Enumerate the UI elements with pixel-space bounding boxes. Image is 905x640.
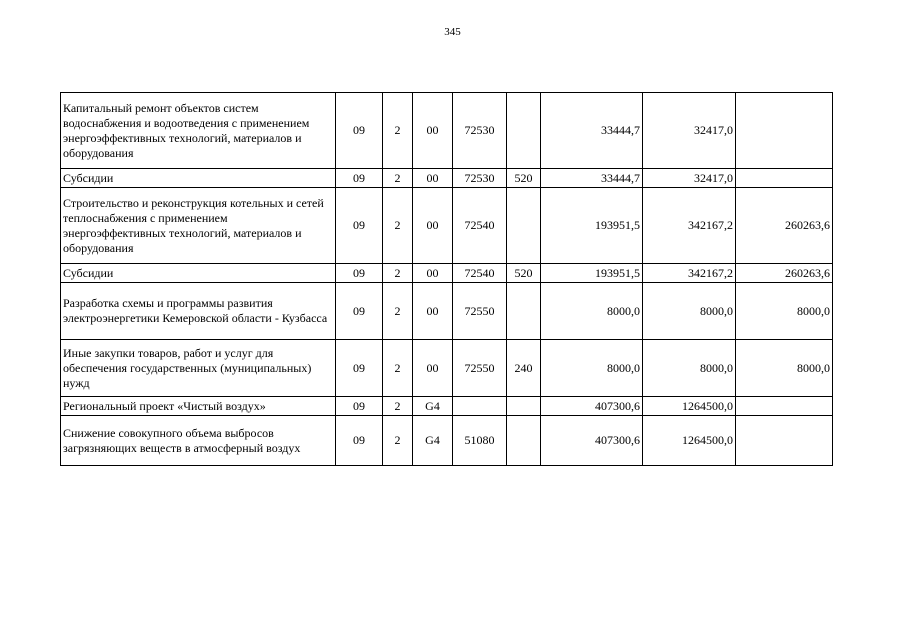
subprogram-code-cell: G4 [413, 397, 453, 416]
subprogram-code-cell: 00 [413, 169, 453, 188]
expense-type-code-cell: 520 [507, 264, 541, 283]
row-name-cell: Снижение совокупного объема выбросов загрязняющих веществ в атмосферный воздух [61, 416, 336, 466]
direction-code-cell: 72530 [453, 93, 507, 169]
section-code-cell: 09 [336, 264, 383, 283]
amount-year2-cell: 1264500,0 [643, 397, 736, 416]
row-name-cell: Капитальный ремонт объектов систем водоснабжения и водоотведения с применением энергоэффективных технологий, материалов и оборудования [61, 93, 336, 169]
amount-year3-cell [736, 93, 833, 169]
subprogram-code-cell: 00 [413, 283, 453, 340]
amount-year1-cell: 193951,5 [541, 188, 643, 264]
row-name-cell: Строительство и реконструкция котельных и сетей теплоснабжения с применением энергоэффективных технологий, материалов и оборудования [61, 188, 336, 264]
direction-code-cell: 72540 [453, 264, 507, 283]
section-code-cell: 09 [336, 93, 383, 169]
row-name-cell: Разработка схемы и программы развития электроэнергетики Кемеровской области - Кузбасса [61, 283, 336, 340]
amount-year2-cell: 342167,2 [643, 188, 736, 264]
amount-year2-cell: 8000,0 [643, 283, 736, 340]
amount-year3-cell: 260263,6 [736, 264, 833, 283]
amount-year1-cell: 33444,7 [541, 169, 643, 188]
amount-year1-cell: 407300,6 [541, 416, 643, 466]
expense-type-code-cell [507, 397, 541, 416]
amount-year3-cell [736, 416, 833, 466]
section-code-cell: 09 [336, 283, 383, 340]
amount-year3-cell: 8000,0 [736, 340, 833, 397]
row-name-cell: Субсидии [61, 264, 336, 283]
amount-year1-cell: 193951,5 [541, 264, 643, 283]
amount-year3-cell: 260263,6 [736, 188, 833, 264]
section-code-cell: 09 [336, 169, 383, 188]
amount-year2-cell: 1264500,0 [643, 416, 736, 466]
subprogram-code-cell: 00 [413, 93, 453, 169]
amount-year2-cell: 8000,0 [643, 340, 736, 397]
row-name-cell: Субсидии [61, 169, 336, 188]
program-code-cell: 2 [383, 264, 413, 283]
page-number: 345 [444, 26, 461, 38]
expense-type-code-cell [507, 188, 541, 264]
direction-code-cell [453, 397, 507, 416]
amount-year3-cell [736, 397, 833, 416]
subprogram-code-cell: 00 [413, 188, 453, 264]
amount-year2-cell: 32417,0 [643, 169, 736, 188]
budget-table [60, 92, 833, 466]
table-row [61, 264, 833, 283]
direction-code-cell: 72550 [453, 340, 507, 397]
amount-year1-cell: 33444,7 [541, 93, 643, 169]
expense-type-code-cell [507, 416, 541, 466]
amount-year1-cell: 8000,0 [541, 283, 643, 340]
amount-year3-cell: 8000,0 [736, 283, 833, 340]
table-row [61, 397, 833, 416]
table-row [61, 169, 833, 188]
amount-year3-cell [736, 169, 833, 188]
amount-year2-cell: 32417,0 [643, 93, 736, 169]
expense-type-code-cell [507, 283, 541, 340]
amount-year2-cell: 342167,2 [643, 264, 736, 283]
program-code-cell: 2 [383, 340, 413, 397]
subprogram-code-cell: 00 [413, 340, 453, 397]
row-name-cell: Иные закупки товаров, работ и услуг для обеспечения государственных (муниципальных) нужд [61, 340, 336, 397]
program-code-cell: 2 [383, 169, 413, 188]
table-row [61, 340, 833, 397]
section-code-cell: 09 [336, 188, 383, 264]
expense-type-code-cell: 520 [507, 169, 541, 188]
direction-code-cell: 72550 [453, 283, 507, 340]
direction-code-cell: 51080 [453, 416, 507, 466]
amount-year1-cell: 407300,6 [541, 397, 643, 416]
program-code-cell: 2 [383, 397, 413, 416]
table-row [61, 188, 833, 264]
expense-type-code-cell [507, 93, 541, 169]
program-code-cell: 2 [383, 188, 413, 264]
section-code-cell: 09 [336, 340, 383, 397]
table-row [61, 93, 833, 169]
section-code-cell: 09 [336, 416, 383, 466]
table-row [61, 283, 833, 340]
direction-code-cell: 72540 [453, 188, 507, 264]
row-name-cell: Региональный проект «Чистый воздух» [61, 397, 336, 416]
table-row [61, 416, 833, 466]
amount-year1-cell: 8000,0 [541, 340, 643, 397]
section-code-cell: 09 [336, 397, 383, 416]
subprogram-code-cell: G4 [413, 416, 453, 466]
program-code-cell: 2 [383, 416, 413, 466]
subprogram-code-cell: 00 [413, 264, 453, 283]
program-code-cell: 2 [383, 283, 413, 340]
direction-code-cell: 72530 [453, 169, 507, 188]
expense-type-code-cell: 240 [507, 340, 541, 397]
program-code-cell: 2 [383, 93, 413, 169]
